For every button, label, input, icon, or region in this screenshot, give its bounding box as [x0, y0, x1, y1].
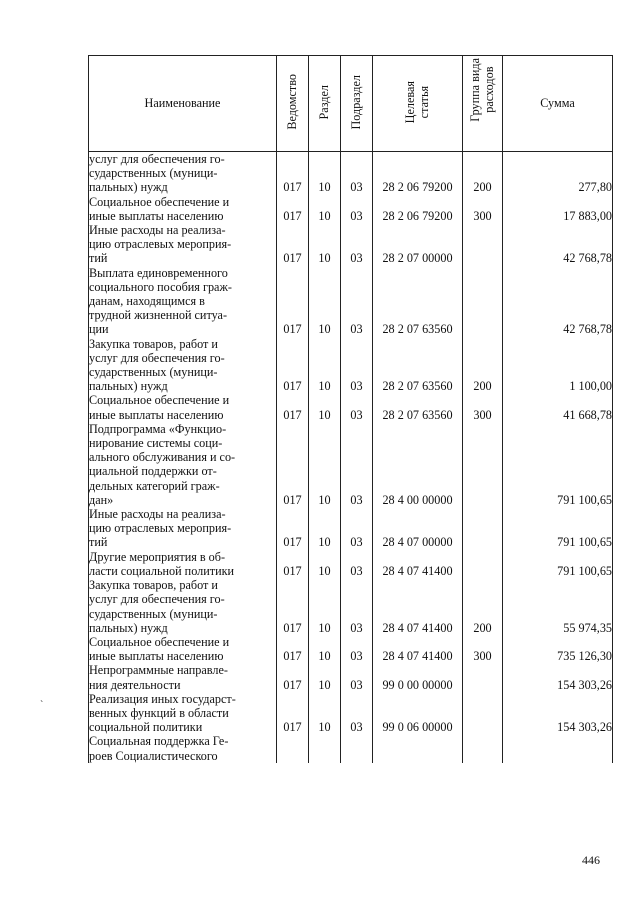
- row-vedomstvo: 017: [283, 720, 302, 735]
- row-name: Социальное обеспечение и иные выплаты населению: [89, 393, 230, 422]
- row-summa-cell: [503, 550, 613, 578]
- row-podrazdel: 03: [350, 208, 363, 223]
- header-gruppa-vida-raskhodov: Группа вида расходов: [463, 56, 503, 152]
- row-razdel-cell: [309, 393, 341, 421]
- header-tselevaya-statya: Целевая статья: [373, 56, 463, 152]
- row-name-cell: [89, 578, 277, 635]
- row-razdel: 10: [318, 563, 331, 578]
- row-tselevaya-statya: 28 2 07 63560: [382, 407, 453, 422]
- row-tselevaya-statya: 28 2 07 63560: [382, 322, 453, 337]
- row-gruppa-vida-cell: [463, 578, 503, 635]
- row-summa-cell: [503, 692, 613, 735]
- row-vedomstvo-cell: [277, 422, 309, 507]
- row-summa: 55 974,35: [563, 620, 612, 635]
- row-razdel-cell: [309, 692, 341, 735]
- row-razdel-cell: [309, 550, 341, 578]
- row-gruppa-vida: 300: [473, 407, 492, 422]
- row-podrazdel: 03: [350, 649, 363, 664]
- row-name: Социальная поддержка Ге- роев Социалистического: [89, 734, 229, 763]
- row-podrazdel-cell: [341, 152, 373, 195]
- row-gruppa-vida: 200: [473, 180, 492, 195]
- row-name: Непрограммные направле- ния деятельности: [89, 663, 228, 692]
- row-razdel-cell: [309, 507, 341, 550]
- row-name: Иные расходы на реализа- цию отраслевых мероприя- тий: [89, 223, 232, 266]
- row-name: Подпрограмма «Функцио- нирование системы соци- ального обслуживания и со- циальной поддержки от- дельных категорий граж- дан»: [89, 421, 236, 507]
- table-row: [89, 734, 613, 762]
- row-gruppa-vida-cell: [463, 393, 503, 421]
- row-summa-cell: [503, 422, 613, 507]
- row-podrazdel: 03: [350, 180, 363, 195]
- row-tselevaya-statya: 28 2 07 63560: [382, 379, 453, 394]
- row-vedomstvo-cell: [277, 195, 309, 223]
- row-name-cell: [89, 507, 277, 550]
- row-gruppa-vida: 200: [473, 620, 492, 635]
- row-gruppa-vida-cell: [463, 692, 503, 735]
- row-podrazdel-cell: [341, 266, 373, 337]
- table-row: [89, 266, 613, 337]
- row-podrazdel-cell: [341, 393, 373, 421]
- row-razdel-cell: [309, 422, 341, 507]
- row-tselevaya-statya: 99 0 00 00000: [382, 677, 453, 692]
- row-vedomstvo: 017: [283, 677, 302, 692]
- row-vedomstvo: 017: [283, 535, 302, 550]
- row-summa-cell: [503, 393, 613, 421]
- row-vedomstvo-cell: [277, 223, 309, 266]
- row-podrazdel-cell: [341, 692, 373, 735]
- row-razdel-cell: [309, 578, 341, 635]
- row-tselevaya-statya-cell: [373, 663, 463, 691]
- row-podrazdel-cell: [341, 337, 373, 394]
- row-summa: 154 303,26: [557, 720, 612, 735]
- row-name-cell: [89, 393, 277, 421]
- row-summa-cell: [503, 635, 613, 663]
- row-podrazdel-cell: [341, 195, 373, 223]
- row-gruppa-vida-cell: [463, 550, 503, 578]
- row-podrazdel: 03: [350, 563, 363, 578]
- row-name: Другие мероприятия в об- ласти социальной политики: [89, 549, 235, 578]
- row-gruppa-vida-cell: [463, 223, 503, 266]
- row-gruppa-vida-cell: [463, 663, 503, 691]
- row-razdel: 10: [318, 492, 331, 507]
- row-podrazdel: 03: [350, 407, 363, 422]
- table-row: [89, 337, 613, 394]
- row-razdel: 10: [318, 649, 331, 664]
- row-tselevaya-statya-cell: [373, 578, 463, 635]
- row-tselevaya-statya-cell: [373, 152, 463, 195]
- row-summa-cell: [503, 195, 613, 223]
- header-name: Наименование: [89, 56, 277, 152]
- row-gruppa-vida: 200: [473, 379, 492, 394]
- row-vedomstvo: 017: [283, 620, 302, 635]
- header-razdel: Раздел: [309, 56, 341, 152]
- row-podrazdel-cell: [341, 734, 373, 762]
- row-tselevaya-statya: 28 4 00 00000: [382, 492, 453, 507]
- table-row: [89, 692, 613, 735]
- row-tselevaya-statya-cell: [373, 422, 463, 507]
- row-gruppa-vida: 300: [473, 208, 492, 223]
- row-name-cell: [89, 266, 277, 337]
- row-summa-cell: [503, 337, 613, 394]
- row-tselevaya-statya-cell: [373, 393, 463, 421]
- row-podrazdel-cell: [341, 550, 373, 578]
- row-vedomstvo: 017: [283, 492, 302, 507]
- row-summa: 42 768,78: [563, 251, 612, 266]
- row-gruppa-vida-cell: [463, 337, 503, 394]
- row-tselevaya-statya: 99 0 06 00000: [382, 720, 453, 735]
- table-row: [89, 507, 613, 550]
- row-tselevaya-statya-cell: [373, 266, 463, 337]
- row-name-cell: [89, 195, 277, 223]
- row-tselevaya-statya: 28 4 07 41400: [382, 649, 453, 664]
- row-gruppa-vida-cell: [463, 152, 503, 195]
- row-vedomstvo-cell: [277, 266, 309, 337]
- row-summa: 791 100,65: [557, 535, 612, 550]
- row-summa-cell: [503, 663, 613, 691]
- row-razdel: 10: [318, 720, 331, 735]
- row-name: услуг для обеспечения го- сударственных (муници- пальных) нужд: [89, 152, 225, 195]
- row-summa-cell: [503, 223, 613, 266]
- row-summa-cell: [503, 152, 613, 195]
- table-row: [89, 393, 613, 421]
- row-podrazdel: 03: [350, 720, 363, 735]
- row-vedomstvo: 017: [283, 322, 302, 337]
- row-summa: 42 768,78: [563, 322, 612, 337]
- row-vedomstvo-cell: [277, 635, 309, 663]
- row-podrazdel: 03: [350, 492, 363, 507]
- row-gruppa-vida-cell: [463, 507, 503, 550]
- row-tselevaya-statya-cell: [373, 507, 463, 550]
- row-tselevaya-statya-cell: [373, 550, 463, 578]
- row-name: Закупка товаров, работ и услуг для обеспечения го- сударственных (муници- пальных) нужд: [89, 336, 225, 394]
- row-tselevaya-statya-cell: [373, 195, 463, 223]
- row-gruppa-vida: 300: [473, 649, 492, 664]
- row-vedomstvo-cell: [277, 550, 309, 578]
- row-name-cell: [89, 692, 277, 735]
- row-gruppa-vida-cell: [463, 635, 503, 663]
- page-number: 446: [582, 853, 600, 867]
- row-razdel: 10: [318, 407, 331, 422]
- row-tselevaya-statya-cell: [373, 692, 463, 735]
- row-name-cell: [89, 663, 277, 691]
- row-gruppa-vida-cell: [463, 422, 503, 507]
- row-podrazdel-cell: [341, 507, 373, 550]
- row-tselevaya-statya-cell: [373, 734, 463, 762]
- row-name-cell: [89, 550, 277, 578]
- row-vedomstvo-cell: [277, 337, 309, 394]
- header-podrazdel: Подраздел: [341, 56, 373, 152]
- table-row: [89, 422, 613, 507]
- row-podrazdel: 03: [350, 251, 363, 266]
- row-podrazdel: 03: [350, 379, 363, 394]
- table-header: [89, 56, 613, 152]
- row-name-cell: [89, 734, 277, 762]
- row-vedomstvo: 017: [283, 407, 302, 422]
- row-tselevaya-statya: 28 4 07 41400: [382, 563, 453, 578]
- row-razdel-cell: [309, 635, 341, 663]
- row-vedomstvo: 017: [283, 379, 302, 394]
- row-razdel: 10: [318, 180, 331, 195]
- row-tselevaya-statya: 28 4 07 41400: [382, 620, 453, 635]
- row-summa: 791 100,65: [557, 563, 612, 578]
- row-vedomstvo-cell: [277, 663, 309, 691]
- row-razdel: 10: [318, 379, 331, 394]
- row-tselevaya-statya: 28 2 06 79200: [382, 208, 453, 223]
- row-razdel-cell: [309, 266, 341, 337]
- row-vedomstvo: 017: [283, 208, 302, 223]
- table-row: [89, 635, 613, 663]
- row-summa-cell: [503, 266, 613, 337]
- table-row: [89, 223, 613, 266]
- row-podrazdel-cell: [341, 635, 373, 663]
- budget-table: [88, 55, 613, 763]
- row-tselevaya-statya-cell: [373, 337, 463, 394]
- table-row: [89, 195, 613, 223]
- table-row: [89, 152, 613, 195]
- row-name: Реализация иных государст- венных функций в области социальной политики: [89, 691, 236, 735]
- row-summa: 277,80: [578, 180, 612, 195]
- row-summa: 41 668,78: [563, 407, 612, 422]
- row-summa: 791 100,65: [557, 492, 612, 507]
- row-vedomstvo: 017: [283, 649, 302, 664]
- header-vedomstvo: Ведомство: [277, 56, 309, 152]
- row-podrazdel: 03: [350, 620, 363, 635]
- row-summa-cell: [503, 734, 613, 762]
- header-summa: Сумма: [503, 56, 613, 152]
- row-vedomstvo: 017: [283, 563, 302, 578]
- row-gruppa-vida-cell: [463, 734, 503, 762]
- row-podrazdel-cell: [341, 223, 373, 266]
- row-name-cell: [89, 223, 277, 266]
- row-tselevaya-statya: 28 2 06 79200: [382, 180, 453, 195]
- row-vedomstvo: 017: [283, 180, 302, 195]
- row-razdel: 10: [318, 208, 331, 223]
- table-body: [89, 152, 613, 763]
- row-podrazdel-cell: [341, 663, 373, 691]
- row-tselevaya-statya-cell: [373, 635, 463, 663]
- row-name: Социальное обеспечение и иные выплаты населению: [89, 194, 230, 223]
- row-summa-cell: [503, 507, 613, 550]
- row-name: Выплата единовременного социального пособия граж- данам, находящимся в трудной жизненной ситуа- ции: [89, 265, 232, 337]
- row-podrazdel: 03: [350, 535, 363, 550]
- row-vedomstvo-cell: [277, 734, 309, 762]
- row-name-cell: [89, 422, 277, 507]
- row-podrazdel: 03: [350, 677, 363, 692]
- row-summa-cell: [503, 578, 613, 635]
- table-row: [89, 578, 613, 635]
- row-name-cell: [89, 337, 277, 394]
- row-razdel-cell: [309, 195, 341, 223]
- row-summa: 735 126,30: [557, 649, 612, 664]
- row-podrazdel-cell: [341, 578, 373, 635]
- row-vedomstvo-cell: [277, 692, 309, 735]
- row-razdel-cell: [309, 223, 341, 266]
- table-row: [89, 663, 613, 691]
- row-razdel: 10: [318, 322, 331, 337]
- row-name-cell: [89, 635, 277, 663]
- row-razdel: 10: [318, 620, 331, 635]
- row-vedomstvo-cell: [277, 507, 309, 550]
- row-name: Иные расходы на реализа- цию отраслевых мероприя- тий: [89, 507, 232, 550]
- row-razdel: 10: [318, 251, 331, 266]
- row-gruppa-vida-cell: [463, 266, 503, 337]
- row-vedomstvo-cell: [277, 578, 309, 635]
- row-summa: 1 100,00: [569, 379, 612, 394]
- row-name: Закупка товаров, работ и услуг для обеспечения го- сударственных (муници- пальных) нужд: [89, 578, 225, 635]
- row-vedomstvo-cell: [277, 152, 309, 195]
- row-summa: 154 303,26: [557, 677, 612, 692]
- row-vedomstvo: 017: [283, 251, 302, 266]
- stray-mark: `: [40, 700, 44, 711]
- row-name-cell: [89, 152, 277, 195]
- row-summa: 17 883,00: [563, 208, 612, 223]
- row-gruppa-vida-cell: [463, 195, 503, 223]
- row-razdel-cell: [309, 152, 341, 195]
- table-row: [89, 550, 613, 578]
- row-razdel-cell: [309, 734, 341, 762]
- row-razdel-cell: [309, 663, 341, 691]
- row-vedomstvo-cell: [277, 393, 309, 421]
- row-razdel: 10: [318, 677, 331, 692]
- row-podrazdel-cell: [341, 422, 373, 507]
- row-tselevaya-statya-cell: [373, 223, 463, 266]
- row-name: Социальное обеспечение и иные выплаты населению: [89, 634, 230, 664]
- row-razdel-cell: [309, 337, 341, 394]
- row-tselevaya-statya: 28 4 07 00000: [382, 535, 453, 550]
- row-tselevaya-statya: 28 2 07 00000: [382, 251, 453, 266]
- row-podrazdel: 03: [350, 322, 363, 337]
- row-razdel: 10: [318, 535, 331, 550]
